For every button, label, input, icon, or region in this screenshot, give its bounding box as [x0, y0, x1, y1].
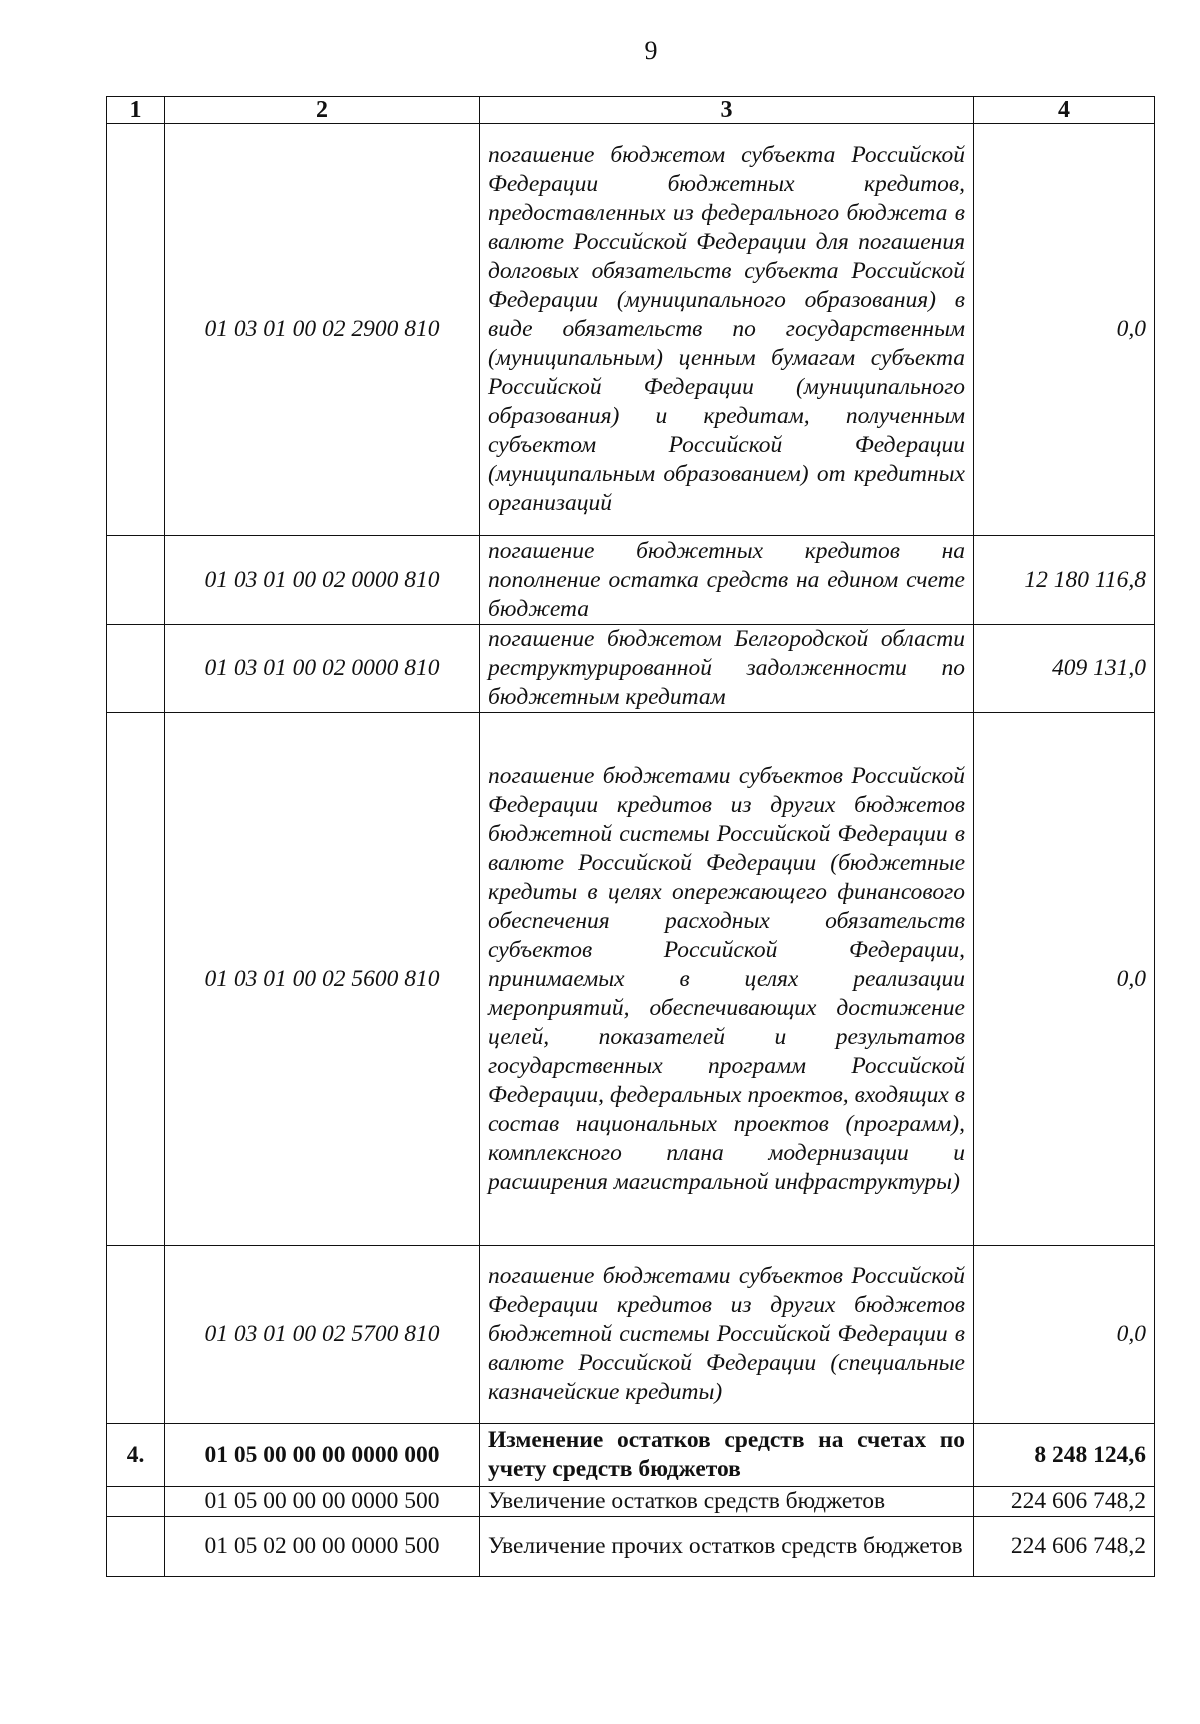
row-number [107, 124, 165, 536]
row-description: погашение бюджетом Белгородской области реструктурированной задолженности по бюджетным кредитам [480, 625, 974, 713]
budget-table [106, 96, 1155, 1577]
table-row [107, 1424, 1155, 1487]
row-number: 4. [107, 1424, 165, 1487]
column-header: 3 [480, 97, 974, 124]
row-description: погашение бюджетами субъектов Российской Федерации кредитов из других бюджетов бюджетной системы Российской Федерации в валюте Российской Федерации (специальные казначейские кредиты) [480, 1246, 974, 1424]
row-amount: 0,0 [974, 713, 1155, 1246]
row-number [107, 713, 165, 1246]
row-description: погашение бюджетами субъектов Российской Федерации кредитов из других бюджетов бюджетной системы Российской Федерации в валюте Российской Федерации (бюджетные кредиты в целях опережающего финансового обеспечения расходных обязательств субъектов Российской Федерации, принимаемых в целях реализации мероприятий, обеспечивающих достижение целей, показателей и результатов государственных программ Российской Федерации, федеральных проектов, входящих в состав национальных проектов (программ), комплексного плана модернизации и расширения магистральной инфраструктуры) [480, 713, 974, 1246]
table-header-row [107, 97, 1155, 124]
row-number [107, 625, 165, 713]
column-header: 2 [165, 97, 480, 124]
row-description: Увеличение остатков средств бюджетов [480, 1487, 974, 1517]
budget-code: 01 05 02 00 00 0000 500 [165, 1517, 480, 1577]
column-header: 1 [107, 97, 165, 124]
row-amount: 8 248 124,6 [974, 1424, 1155, 1487]
column-header: 4 [974, 97, 1155, 124]
table-row [107, 1517, 1155, 1577]
budget-code: 01 03 01 00 02 5700 810 [165, 1246, 480, 1424]
row-description: погашение бюджетных кредитов на пополнение остатка средств на едином счете бюджета [480, 536, 974, 625]
row-number [107, 1517, 165, 1577]
table-row [107, 1246, 1155, 1424]
row-number [107, 1487, 165, 1517]
table-row [107, 536, 1155, 625]
row-amount: 224 606 748,2 [974, 1487, 1155, 1517]
row-number [107, 1246, 165, 1424]
row-description: погашение бюджетом субъекта Российской Федерации бюджетных кредитов, предоставленных из федерального бюджета в валюте Российской Федерации для погашения долговых обязательств субъекта Российской Федерации (муниципального образования) в виде обязательств по государственным (муниципальным) ценным бумагам субъекта Российской Федерации (муниципального образования) и кредитам, полученным субъектом Российской Федерации (муниципальным образованием) от кредитных организаций [480, 124, 974, 536]
row-description: Увеличение прочих остатков средств бюджетов [480, 1517, 974, 1577]
page-number: 9 [644, 36, 658, 65]
row-description: Изменение остатков средств на счетах по учету средств бюджетов [480, 1424, 974, 1487]
budget-code: 01 03 01 00 02 2900 810 [165, 124, 480, 536]
budget-code: 01 05 00 00 00 0000 000 [165, 1424, 480, 1487]
table-row [107, 713, 1155, 1246]
budget-code: 01 03 01 00 02 0000 810 [165, 625, 480, 713]
table-row [107, 124, 1155, 536]
row-number [107, 536, 165, 625]
row-amount: 0,0 [974, 124, 1155, 536]
row-amount: 0,0 [974, 1246, 1155, 1424]
row-amount: 224 606 748,2 [974, 1517, 1155, 1577]
table-row [107, 625, 1155, 713]
row-amount: 12 180 116,8 [974, 536, 1155, 625]
table-row [107, 1487, 1155, 1517]
row-amount: 409 131,0 [974, 625, 1155, 713]
budget-code: 01 05 00 00 00 0000 500 [165, 1487, 480, 1517]
budget-code: 01 03 01 00 02 0000 810 [165, 536, 480, 625]
budget-code: 01 03 01 00 02 5600 810 [165, 713, 480, 1246]
